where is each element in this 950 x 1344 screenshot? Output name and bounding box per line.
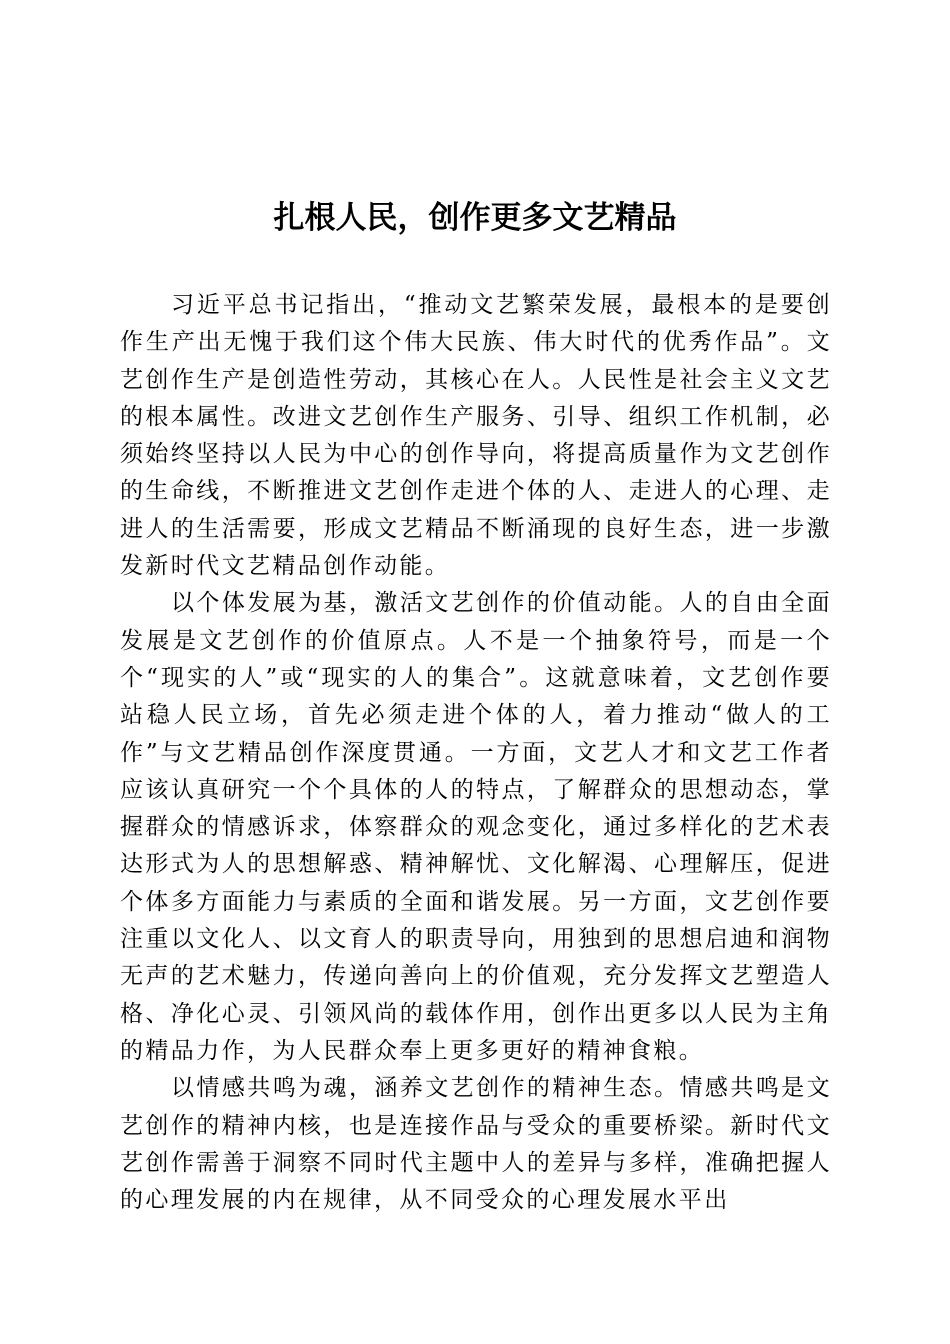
paragraph-1: 习近平总书记指出，“推动文艺繁荣发展，最根本的是要创作生产出无愧于我们这个伟大民族、伟大时代的优秀作品”。文艺创作生产是创造性劳动，其核心在人。人民性是社会主义文艺的根本属性。改进文艺创作生产服务、引导、组织工作机制，必须始终坚持以人民为中心的创作导向，将提高质量作为文艺创作的生命线，不断推进文艺创作走进个体的人、走进人的心理、走进人的生活需要，形成文艺精品不断涌现的良好生态，进一步激发新时代文艺精品创作动能。 (120, 292, 832, 580)
paragraph-2: 以个体发展为基，激活文艺创作的价值动能。人的自由全面发展是文艺创作的价值原点。人不是一个抽象符号，而是一个个“现实的人”或“现实的人的集合”。这就意味着，文艺创作要站稳人民立场，首先必须走进个体的人，着力推动“做人的工作”与文艺精品创作深度贯通。一方面，文艺人才和文艺工作者应该认真研究一个个具体的人的特点，了解群众的思想动态，掌握群众的情感诉求，体察群众的观念变化，通过多样化的艺术表达形式为人的思想解惑、精神解忧、文化解渴、心理解压，促进个体多方面能力与素质的全面和谐发展。另一方面，文艺创作要注重以文化人、以文育人的职责导向，用独到的思想启迪和润物无声的艺术魅力，传递向善向上的价值观，充分发挥文艺塑造人格、净化心灵、引领风尚的载体作用，创作出更多以人民为主角的精品力作，为人民群众奉上更多更好的精神食粮。 (120, 590, 832, 1064)
document-body (120, 287, 832, 1219)
paragraph-3: 以情感共鸣为魂，涵养文艺创作的精神生态。情感共鸣是文艺创作的精神内核，也是连接作品与受众的重要桥梁。新时代文艺创作需善于洞察不同时代主题中人的差异与多样，准确把握人的心理发展的内在规律，从不同受众的心理发展水平出 (120, 1075, 832, 1214)
document-title: 扎根人民，创作更多文艺精品 (273, 200, 677, 236)
